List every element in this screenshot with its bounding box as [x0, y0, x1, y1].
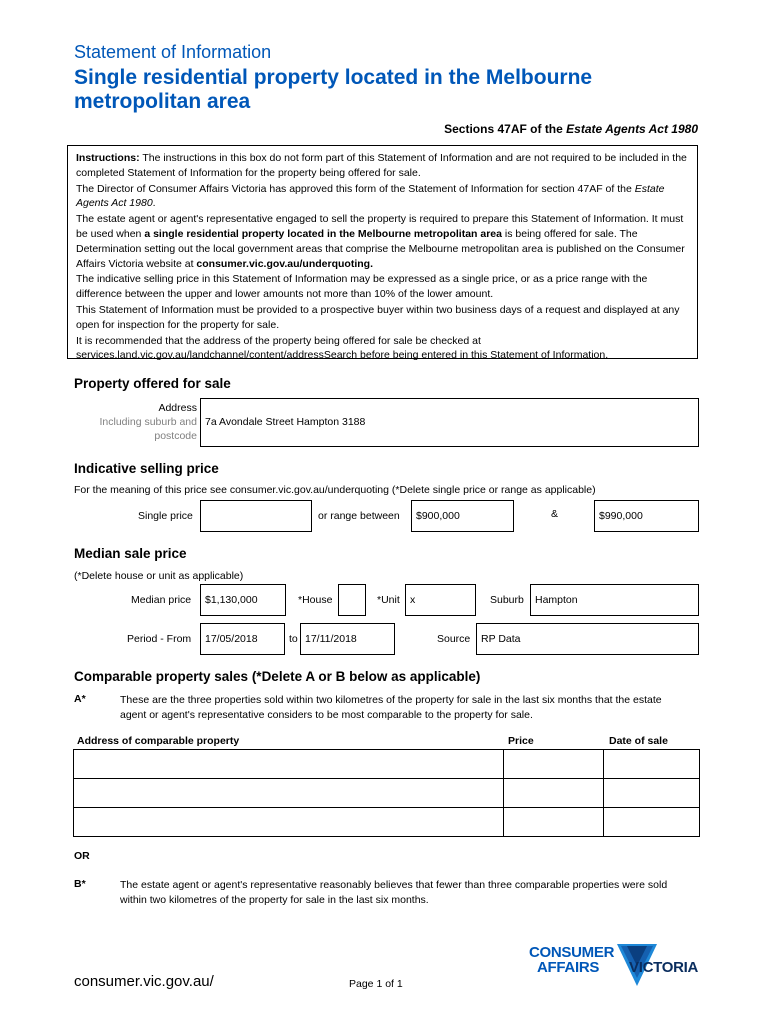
price-note: For the meaning of this price see consumer.vic.gov.au/underquoting (*Delete single price or range as applicable) [74, 484, 596, 496]
comparable-price-cell[interactable] [504, 750, 604, 779]
range-high-field[interactable]: $990,000 [594, 500, 699, 532]
option-a-label: A* [74, 693, 86, 705]
comparable-price-cell[interactable] [504, 779, 604, 808]
option-b-text: The estate agent or agent's representative reasonably believes that fewer than three comparable properties were sold within two kilometres of the property for sale in the last six months. [120, 879, 668, 906]
house-field[interactable] [338, 584, 366, 616]
instructions-p1-text: The instructions in this box do not form part of this Statement of Information and are not required to be included in the completed Statement of Information for the property being offered for sale. [76, 152, 687, 179]
address-label-group [70, 401, 197, 443]
instructions-para-2 [76, 182, 689, 212]
option-b-label: B* [74, 878, 86, 890]
unit-label: *Unit [377, 594, 400, 606]
logo-line-2: AFFAIRS [537, 959, 600, 976]
unit-field[interactable]: x [405, 584, 476, 616]
period-to-field[interactable]: 17/11/2018 [300, 623, 395, 655]
source-field[interactable]: RP Data [476, 623, 699, 655]
table-row [74, 750, 700, 779]
address-field[interactable]: 7a Avondale Street Hampton 3188 [200, 398, 699, 447]
period-from-field[interactable]: 17/05/2018 [200, 623, 285, 655]
price-heading: Indicative selling price [74, 461, 219, 476]
median-heading: Median sale price [74, 546, 187, 561]
logo-line-1: CONSUMER [529, 944, 615, 961]
footer-website[interactable]: consumer.vic.gov.au/ [74, 973, 214, 990]
comparable-date-cell[interactable] [604, 779, 700, 808]
instructions-p3-bold: a single residential property located in the Melbourne metropolitan area [144, 227, 502, 240]
instructions-para-6: It is recommended that the address of the property being offered for sale be checked at services.land.vic.gov.au/landchannel/content/addressSearch before being entered in this Statement of Information. [76, 334, 609, 362]
instructions-p2-text: The Director of Consumer Affairs Victoria has approved this form of the Statement of Information for section 47AF of the [76, 182, 635, 195]
median-price-field[interactable]: $1,130,000 [200, 584, 286, 616]
act-reference-name: Estate Agents Act 1980 [566, 122, 698, 136]
comparable-date-cell[interactable] [604, 750, 700, 779]
median-note: (*Delete house or unit as applicable) [74, 570, 244, 582]
instructions-para-3 [76, 212, 689, 271]
source-label: Source [437, 633, 471, 645]
comparable-table [73, 749, 700, 837]
comparable-date-cell[interactable] [604, 808, 700, 837]
period-to-label: to [289, 633, 298, 645]
suburb-field[interactable]: Hampton [530, 584, 699, 616]
underquoting-link[interactable]: consumer.vic.gov.au/underquoting. [196, 257, 373, 270]
consumer-affairs-victoria-logo [529, 942, 701, 988]
option-a-text: These are the three properties sold within two kilometres of the property for sale in the last six months that the estate agent or agent's representative considers to be most comparable to the property for sale. [120, 694, 662, 721]
address-sublabel-1: Including suburb and [99, 416, 197, 428]
single-price-label: Single price [138, 510, 193, 522]
property-heading: Property offered for sale [74, 376, 231, 391]
instructions-para-5: This Statement of Information must be provided to a prospective buyer within two business days of a request and displayed at any open for inspection for the property for sale. [76, 303, 680, 331]
table-row [74, 779, 700, 808]
or-label: OR [74, 850, 90, 862]
instructions-p3-b: is being offered for sale. The Determination setting out the local government areas that comprise the Melbourne metropolitan area is published on the Consumer Affairs Victoria website at [76, 227, 685, 270]
col-address-header: Address of comparable property [77, 735, 240, 747]
instructions-para-4: The indicative selling price in this Statement of Information may be expressed as a single price, or as a price range with the difference between the upper and lower amounts not more than 10% of the lower amount. [76, 273, 648, 301]
range-label: or range between [318, 510, 400, 522]
range-ampersand: & [551, 508, 559, 520]
table-row [74, 808, 700, 837]
instructions-para-1 [76, 151, 689, 181]
comparable-heading: Comparable property sales (*Delete A or B below as applicable) [74, 669, 481, 684]
range-low-field[interactable]: $900,000 [411, 500, 514, 532]
col-price-header: Price [508, 735, 534, 747]
act-reference-prefix: Sections 47AF of the [444, 122, 567, 136]
page-title: Single residential property located in the Melbourne metropolitan area [74, 66, 593, 113]
logo-line-3: VICTORIA [629, 959, 698, 976]
comparable-address-cell[interactable] [74, 750, 504, 779]
comparable-address-cell[interactable] [74, 808, 504, 837]
instructions-p2-end: . [152, 197, 156, 210]
single-price-field[interactable] [200, 500, 312, 532]
instructions-box [67, 145, 698, 362]
col-date-header: Date of sale [609, 735, 668, 747]
instructions-p2-act: Estate Agents Act 1980 [76, 182, 665, 210]
instructions-p3-a: The estate agent or agent's representative engaged to sell the property is required to prepare this Statement of Information. It must be used when [76, 213, 684, 240]
comparable-price-cell[interactable] [504, 808, 604, 837]
house-label: *House [298, 594, 333, 606]
suburb-label: Suburb [490, 594, 524, 606]
instructions-label: Instructions: [76, 152, 140, 164]
act-reference [444, 122, 698, 136]
comparable-address-cell[interactable] [74, 779, 504, 808]
page-number: Page 1 of 1 [349, 978, 403, 990]
address-sublabel-2: postcode [154, 430, 197, 442]
median-price-label: Median price [131, 594, 192, 606]
form-kicker: Statement of Information [74, 42, 272, 62]
address-label: Address [158, 402, 197, 414]
period-label: Period - From [127, 633, 192, 645]
